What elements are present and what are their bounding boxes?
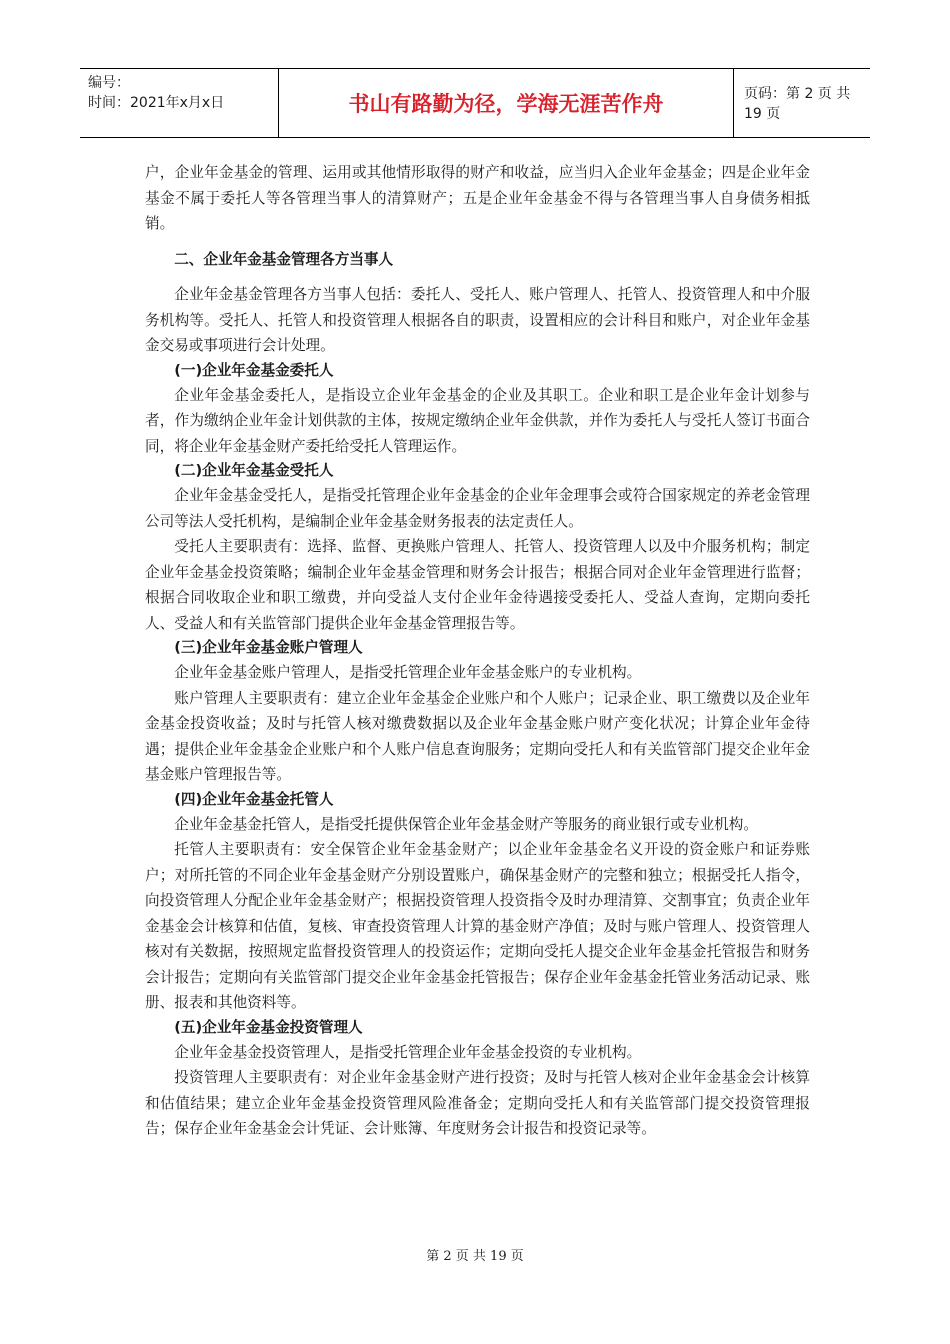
doc-date-label: 时间：2021年x月x日	[88, 95, 225, 111]
page-header	[80, 68, 870, 138]
document-body	[145, 160, 810, 1142]
paragraph: 企业年金基金投资管理人，是指受托管理企业年金基金投资的专业机构。	[174, 1043, 642, 1061]
paragraph-continuation: 户，企业年金基金的管理、运用或其他情形取得的财产和收益，应当归入企业年金基金；四是企业年金基金不属于委托人等各管理当事人的清算财产；五是企业年金基金不得与各管理当事人自身债务相抵销。	[145, 164, 810, 232]
paragraph: 受托人主要职责有：选择、监督、更换账户管理人、托管人、投资管理人以及中介服务机构；制定企业年金基金投资策略；编制企业年金基金管理和财务会计报告；根据合同对企业年金管理进行监督；根据合同收取企业和职工缴费，并向受益人支付企业年金待遇接受委托人、受益人查询，定期向委托人、受益人和有关监管部门提供企业年金基金管理报告等。	[145, 538, 810, 632]
paragraph: 投资管理人主要职责有：对企业年金基金财产进行投资；及时与托管人核对企业年金基金会计核算和估值结果；建立企业年金基金投资管理风险准备金；定期向受托人和有关监管部门提交投资管理报告；保存企业年金基金会计凭证、会计账簿、年度财务会计报告和投资记录等。	[145, 1069, 810, 1137]
subsection-heading-5: (五)企业年金基金投资管理人	[174, 1018, 363, 1036]
subsection-heading-3: (三)企业年金基金账户管理人	[174, 639, 363, 656]
subsection-heading-1: (一)企业年金基金委托人	[174, 361, 334, 379]
header-motto: 书山有路勤为径，学海无涯苦作舟	[278, 69, 734, 137]
doc-number-label: 编号：	[88, 75, 130, 91]
header-page-label: 页码：第 2 页 共 19 页	[744, 86, 851, 122]
paragraph-intro: 企业年金基金管理各方当事人包括：委托人、受托人、账户管理人、托管人、投资管理人和中介服务机构等。受托人、托管人和投资管理人根据各自的职责，设置相应的会计科目和账户，对企业年金基金交易或事项进行会计处理。	[145, 286, 810, 354]
page-footer: 第 2 页 共 19 页	[426, 1249, 524, 1264]
section-heading: 二、企业年金基金管理各方当事人	[174, 250, 394, 268]
paragraph: 账户管理人主要职责有：建立企业年金基金企业账户和个人账户；记录企业、职工缴费以及企业年金基金投资收益；及时与托管人核对缴费数据以及企业年金基金账户财产变化状况；计算企业年金待遇；提供企业年金基金企业账户和个人账户信息查询服务；定期向受托人和有关监管部门提交企业年金基金账户管理报告等。	[145, 689, 810, 783]
paragraph: 托管人主要职责有：安全保管企业年金基金财产；以企业年金基金名义开设的资金账户和证券账户；对所托管的不同企业年金基金财产分别设置账户，确保基金财产的完整和独立；根据受托人指令，向投资管理人分配企业年金基金财产；根据投资管理人投资指令及时办理清算、交割事宜；负责企业年金基金会计核算和估值，复核、审查投资管理人计算的基金财产净值；及时与账户管理人、投资管理人核对有关数据，按照规定监督投资管理人的投资运作；定期向受托人提交企业年金基金托管报告和财务会计报告；定期向有关监管部门提交企业年金基金托管报告；保存企业年金基金托管业务活动记录、账册、报表和其他资料等。	[145, 841, 810, 1011]
paragraph: 企业年金基金受托人，是指受托管理企业年金基金的企业年金理事会或符合国家规定的养老金管理公司等法人受托机构，是编制企业年金基金财务报表的法定责任人。	[145, 487, 810, 530]
subsection-heading-4: (四)企业年金基金托管人	[174, 790, 334, 808]
paragraph: 企业年金基金托管人，是指受托提供保管企业年金基金财产等服务的商业银行或专业机构。	[174, 815, 758, 833]
header-left	[80, 69, 278, 137]
subsection-heading-2: (二)企业年金基金受托人	[174, 462, 334, 479]
paragraph: 企业年金基金委托人，是指设立企业年金基金的企业及其职工。企业和职工是企业年金计划参与者，作为缴纳企业年金计划供款的主体，按规定缴纳企业年金供款，并作为委托人与受托人签订书面合同，将企业年金基金财产委托给受托人管理运作。	[145, 386, 810, 455]
paragraph: 企业年金基金账户管理人，是指受托管理企业年金基金账户的专业机构。	[174, 664, 642, 681]
